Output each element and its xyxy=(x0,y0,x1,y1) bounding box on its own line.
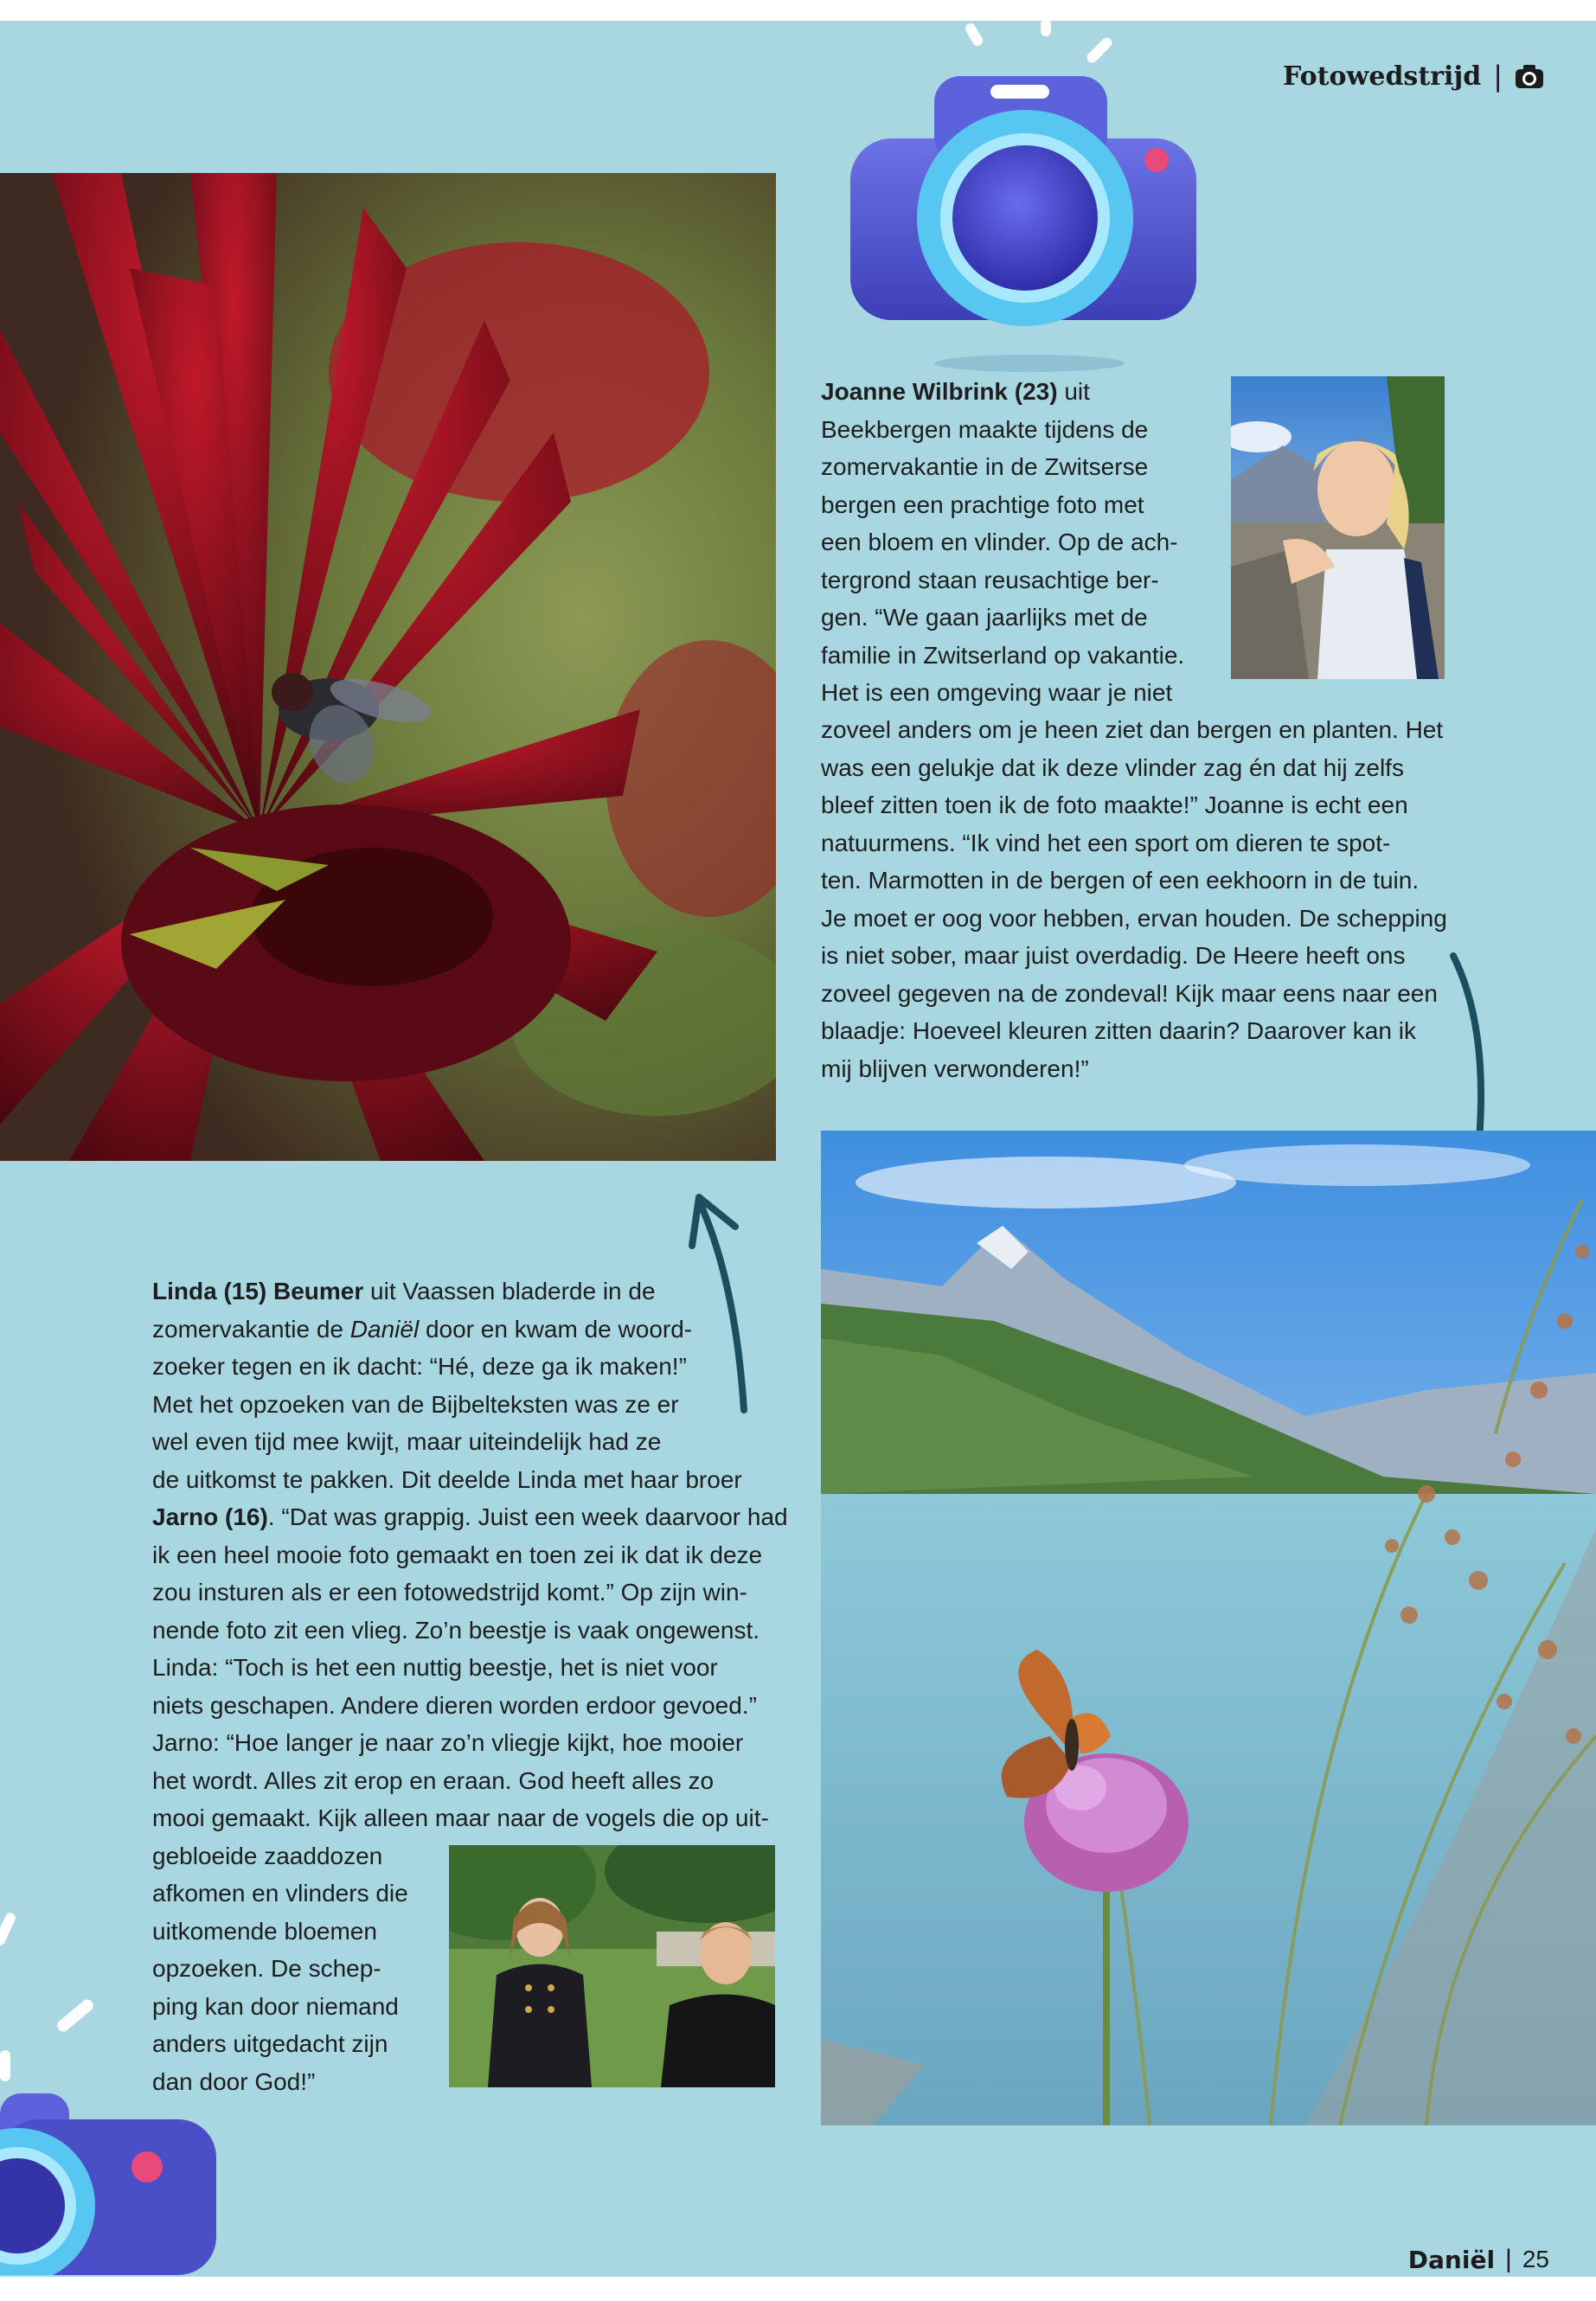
linda-line: het wordt. Alles zit erop en eraan. God heeft alles zo xyxy=(152,1766,715,1794)
linda-line: de uitkomst te pakken. Dit deelde Linda met haar broer xyxy=(152,1465,742,1493)
linda-line-2: zomervakantie de Daniël door en kwam de woord- xyxy=(152,1315,693,1343)
joanne-line: is niet sober, maar juist overdadig. De Heere heeft ons xyxy=(821,942,1406,969)
linda-jarno-photo xyxy=(449,1845,775,2087)
linda-line: niets geschapen. Andere dieren worden erdoor gevoed.” xyxy=(152,1691,757,1719)
joanne-line: Je moet er oog voor hebben, ervan houden. De schepping xyxy=(821,904,1447,932)
top-border xyxy=(0,0,1596,21)
linda-line: zoeker tegen en ik dacht: “Hé, deze ga ik maken!” xyxy=(152,1353,687,1380)
linda-line: anders uitgedacht zijn xyxy=(152,2030,388,2057)
joanne-line: Beekbergen maakte tijdens de xyxy=(821,415,1149,443)
linda-line: mooi gemaakt. Kijk alleen maar naar de vogels die op uit- xyxy=(152,1804,769,1831)
linda-name: Linda (15) Beumer xyxy=(152,1278,364,1304)
linda-line: opzoeken. De schep- xyxy=(152,1955,381,1982)
joanne-line: Het is een omgeving waar je niet xyxy=(821,679,1173,706)
joanne-portrait-photo xyxy=(1231,376,1445,679)
linda-line: gebloeide zaaddozen xyxy=(152,1842,383,1869)
linda-line: nende foto zit een vlieg. Zo’n beestje is vaak ongewenst. xyxy=(152,1616,760,1644)
joanne-line: natuurmens. “Ik vind het een sport om dieren te spot- xyxy=(821,829,1391,856)
section-header xyxy=(1283,59,1544,93)
joanne-line: tergrond staan reusachtige ber- xyxy=(821,566,1159,593)
joanne-story-body xyxy=(821,711,1461,1087)
camera-icon xyxy=(1515,63,1544,89)
linda-line: uitkomende bloemen xyxy=(152,1917,377,1945)
linda-line: ik een heel mooie foto gemaakt en toen zei ik dat ik deze xyxy=(152,1541,763,1568)
linda-line: Linda: “Toch is het een nuttig beestje, het is niet voor xyxy=(152,1654,718,1681)
joanne-line: zoveel anders om je heen ziet dan bergen en planten. Het xyxy=(821,716,1444,743)
linda-line: wel even tijd mee kwijt, maar uiteindelijk had ze xyxy=(152,1428,662,1455)
bottom-border xyxy=(0,2277,1596,2301)
joanne-line: ten. Marmotten in de bergen of een eekhoorn in de tuin. xyxy=(821,867,1420,894)
jarno-name: Jarno (16) xyxy=(152,1503,268,1530)
joanne-line: een bloem en vlinder. Op de ach- xyxy=(821,529,1178,555)
linda-line: Jarno: “Hoe langer je naar zo’n vliegje kijkt, hoe mooier xyxy=(152,1729,744,1756)
section-title: Fotowedstrijd xyxy=(1283,61,1482,92)
joanne-line: familie in Zwitserland op vakantie. xyxy=(821,641,1185,669)
page-number: 25 xyxy=(1522,2246,1549,2272)
bottom-camera-illustration xyxy=(0,1894,234,2275)
linda-line: afkomen en vlinders die xyxy=(152,1880,408,1907)
header-separator: | xyxy=(1493,60,1503,93)
linda-line: ping kan door niemand xyxy=(152,1992,399,2020)
magazine-name: Daniël xyxy=(1407,2245,1496,2274)
magazine-title-italic: Daniël xyxy=(349,1315,420,1343)
joanne-line: bleef zitten toen ik de foto maakte!” Joanne is echt een xyxy=(821,792,1408,818)
joanne-line: mij blijven verwonderen!” xyxy=(821,1054,1089,1082)
linda-line: Met het opzoeken van de Bijbelteksten was ze er xyxy=(152,1390,679,1418)
linda-line: dan door God!” xyxy=(152,2067,316,2095)
footer-separator: | xyxy=(1505,2245,1512,2273)
linda-line: zou insturen als er een fotowedstrijd komt.” Op zijn win- xyxy=(152,1579,747,1606)
joanne-line-1: Joanne Wilbrink (23) uit xyxy=(821,378,1090,405)
linda-line-7: Jarno (16). “Dat was grappig. Juist een week daarvoor had xyxy=(152,1503,788,1530)
dahlia-fly-photo xyxy=(0,173,776,1161)
joanne-line: gen. “We gaan jaarlijks met de xyxy=(821,604,1148,631)
joanne-line: was een gelukje dat ik deze vlinder zag én dat hij zelfs xyxy=(821,753,1404,781)
linda-line-1: Linda (15) Beumer uit Vaassen bladerde in de xyxy=(152,1278,656,1304)
joanne-line: blaadje: Hoeveel kleuren zitten daarin? Daarover kan ik xyxy=(821,1017,1416,1044)
butterfly-lake-photo xyxy=(821,1131,1596,2125)
joanne-line: zomervakantie in de Zwitserse xyxy=(821,453,1149,480)
joanne-name: Joanne Wilbrink (23) xyxy=(821,378,1058,405)
joanne-line: bergen een prachtige foto met xyxy=(821,490,1144,518)
joanne-line: zoveel gegeven na de zondeval! Kijk maar eens naar een xyxy=(821,979,1438,1007)
page-footer xyxy=(1408,2242,1549,2277)
joanne-story-intro xyxy=(821,373,1219,712)
top-camera-illustration xyxy=(835,17,1215,381)
